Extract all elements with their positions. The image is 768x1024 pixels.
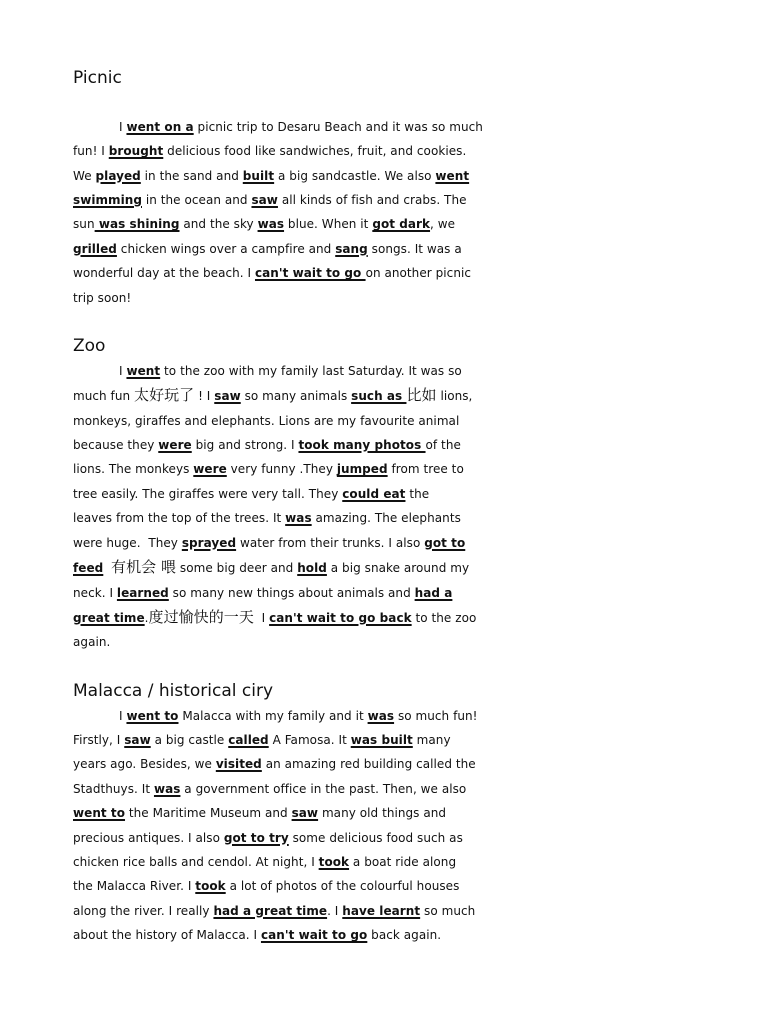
highlighted-phrase: can't wait to go <box>260 928 368 943</box>
text-run: a government office in the past. Then, we also <box>180 781 467 796</box>
highlighted-phrase: sprayed <box>181 535 237 550</box>
highlighted-phrase: got to try <box>223 830 289 845</box>
text-line <box>73 752 703 776</box>
text-run: to the zoo <box>411 610 477 625</box>
text-line <box>73 457 703 481</box>
text-run: amazing. The elephants <box>311 511 461 526</box>
text-run: all kinds of fish and crabs. The <box>277 193 467 208</box>
highlighted-phrase: were <box>158 438 192 453</box>
highlighted-phrase: jumped <box>336 462 388 477</box>
text-run: many old things and <box>318 806 447 821</box>
highlighted-phrase: feed <box>73 561 104 576</box>
highlighted-phrase: hold <box>297 561 327 576</box>
text-run: fun! I <box>73 144 109 159</box>
text-run: I <box>119 708 127 723</box>
highlighted-phrase: could eat <box>342 486 406 501</box>
highlighted-phrase: took <box>318 854 350 869</box>
text-line <box>73 777 703 801</box>
text-line <box>73 728 703 752</box>
text-run: . <box>144 610 149 625</box>
text-run: sun <box>73 217 95 232</box>
highlighted-phrase: got dark <box>372 217 431 232</box>
highlighted-phrase: went to <box>126 708 179 723</box>
highlighted-phrase: were <box>193 462 227 477</box>
text-run: blue. When it <box>284 217 373 232</box>
highlighted-phrase: was <box>285 511 312 526</box>
text-run: chicken rice balls and cendol. At night, I <box>73 854 319 869</box>
text-run: an amazing red building called the <box>261 757 476 772</box>
section-title: Picnic <box>73 68 122 88</box>
section-spacer <box>73 655 703 679</box>
text-line <box>73 923 703 947</box>
text-run: about the history of Malacca. I <box>73 928 261 943</box>
text-run: monkeys, giraffes and elephants. Lions are my favourite animal <box>73 413 460 428</box>
highlighted-phrase: was <box>153 781 181 796</box>
highlighted-phrase: sang <box>335 241 368 256</box>
highlighted-phrase: saw <box>251 193 278 208</box>
text-run: so much <box>420 903 476 918</box>
chinese-note: 太好玩了 <box>134 386 195 405</box>
text-line <box>73 261 703 285</box>
highlighted-phrase: went <box>126 363 161 378</box>
text-line <box>73 531 703 555</box>
text-run: the Maritime Museum and <box>125 806 292 821</box>
text-run: were huge. They <box>73 535 182 550</box>
text-line <box>73 188 703 212</box>
text-line <box>73 850 703 874</box>
highlighted-phrase: got to <box>424 535 466 550</box>
text-run: We <box>73 168 96 183</box>
document-page <box>73 66 703 948</box>
highlighted-phrase: swimming <box>73 193 142 208</box>
text-line <box>73 139 703 163</box>
highlighted-phrase: can't wait to go back <box>269 610 412 625</box>
text-line <box>73 605 703 630</box>
highlighted-phrase: brought <box>108 144 164 159</box>
text-run: Malacca with my family and it <box>178 708 368 723</box>
highlighted-phrase: went to <box>73 806 126 821</box>
text-run: I <box>119 363 127 378</box>
text-line <box>73 874 703 898</box>
text-run: some big deer and <box>176 561 298 576</box>
text-run: so much fun! <box>394 708 478 723</box>
text-run: much fun <box>73 389 135 404</box>
highlighted-phrase: have learnt <box>342 903 421 918</box>
highlighted-phrase: great time <box>73 610 145 625</box>
text-run: some delicious food such as <box>288 830 463 845</box>
text-run: lions, <box>436 389 473 404</box>
text-run: from tree to <box>387 462 464 477</box>
section-title: Zoo <box>73 336 106 357</box>
text-run: the <box>405 486 430 501</box>
text-line <box>73 555 703 580</box>
title-spacer <box>73 90 703 114</box>
highlighted-phrase: saw <box>214 389 241 404</box>
text-run: very funny .They <box>226 462 337 477</box>
highlighted-phrase: had a great time <box>213 903 328 918</box>
text-line <box>73 212 703 236</box>
highlighted-phrase: grilled <box>73 241 117 256</box>
text-line <box>73 237 703 261</box>
text-run: to the zoo with my family last Saturday. It was so <box>160 363 462 378</box>
text-run: of the <box>425 438 461 453</box>
text-run: years ago. Besides, we <box>73 757 216 772</box>
text-run: because they <box>73 438 159 453</box>
text-run: trip soon! <box>73 290 132 305</box>
text-line <box>73 383 703 408</box>
text-run: neck. I <box>73 585 117 600</box>
chinese-note: 度过愉快的一天 <box>148 607 254 626</box>
text-line <box>73 899 703 923</box>
highlighted-phrase: was <box>367 708 395 723</box>
text-run: chicken wings over a campfire and <box>116 241 336 256</box>
text-run: along the river. I really <box>73 903 214 918</box>
highlighted-phrase: visited <box>215 757 262 772</box>
text-line <box>73 506 703 530</box>
highlighted-phrase: was built <box>350 732 413 747</box>
text-line <box>73 115 703 139</box>
text-run: a big snake around my <box>326 561 470 576</box>
text-run: ! I <box>194 389 215 404</box>
text-line <box>73 704 703 728</box>
highlighted-phrase: played <box>95 168 141 183</box>
highlighted-phrase: was shining <box>94 217 180 232</box>
highlighted-phrase: went <box>435 168 470 183</box>
text-run: so many new things about animals and <box>168 585 415 600</box>
text-line <box>73 433 703 457</box>
text-run: tree easily. The giraffes were very tall. They <box>73 486 343 501</box>
text-run: delicious food like sandwiches, fruit, and cookies. <box>163 144 467 159</box>
text-run: many <box>412 732 451 747</box>
highlighted-phrase: such as <box>351 389 407 404</box>
text-run: a boat ride along <box>349 854 457 869</box>
text-run: precious antiques. I also <box>73 830 224 845</box>
text-run: in the ocean and <box>142 193 252 208</box>
text-run: a lot of photos of the colourful houses <box>225 879 460 894</box>
text-line <box>73 359 703 383</box>
text-run: water from their trunks. I also <box>236 535 425 550</box>
highlighted-phrase: learned <box>116 585 169 600</box>
section-title: Malacca / historical ciry <box>73 681 274 702</box>
highlighted-phrase: took <box>195 879 226 894</box>
text-line <box>73 581 703 605</box>
text-run: Firstly, I <box>73 732 125 747</box>
text-run: picnic trip to Desaru Beach and it was so much <box>193 119 483 134</box>
text-run: wonderful day at the beach. I <box>73 266 255 281</box>
highlighted-phrase: can't wait to go <box>254 266 366 281</box>
text-run: I <box>119 119 127 134</box>
text-run: lions. The monkeys <box>73 462 194 477</box>
text-run: Stadthuys. It <box>73 781 154 796</box>
text-run: the Malacca River. I <box>73 879 196 894</box>
highlighted-phrase: saw <box>291 806 319 821</box>
highlighted-phrase: was <box>257 217 285 232</box>
text-line <box>73 630 703 654</box>
text-line <box>73 482 703 506</box>
text-run: a big sandcastle. We also <box>274 168 436 183</box>
section-spacer <box>73 310 703 334</box>
text-run: . I <box>327 903 343 918</box>
text-run: on another picnic <box>365 266 472 281</box>
text-run: so many animals <box>240 389 352 404</box>
text-run: leaves from the top of the trees. It <box>73 511 286 526</box>
text-line <box>73 801 703 825</box>
text-run: big and strong. I <box>191 438 299 453</box>
text-run: a big castle <box>150 732 229 747</box>
text-run: back again. <box>367 928 442 943</box>
highlighted-phrase: took many photos <box>298 438 426 453</box>
text-line <box>73 826 703 850</box>
highlighted-phrase: built <box>242 168 275 183</box>
text-run: and the sky <box>179 217 258 232</box>
highlighted-phrase: saw <box>124 732 151 747</box>
highlighted-phrase: went on a <box>126 119 194 134</box>
text-run: A Famosa. It <box>268 732 351 747</box>
chinese-note: 比如 <box>406 386 437 405</box>
text-run: songs. It was a <box>367 241 462 256</box>
text-run: , we <box>430 217 456 232</box>
text-run: again. <box>73 635 111 650</box>
text-run <box>103 561 111 575</box>
text-run: in the sand and <box>140 168 243 183</box>
text-line <box>73 286 703 310</box>
highlighted-phrase: had a <box>414 585 453 600</box>
text-run: I <box>253 610 270 625</box>
text-line <box>73 164 703 188</box>
text-line <box>73 409 703 433</box>
highlighted-phrase: called <box>228 732 269 747</box>
chinese-note: 有机会 喂 <box>111 558 177 577</box>
